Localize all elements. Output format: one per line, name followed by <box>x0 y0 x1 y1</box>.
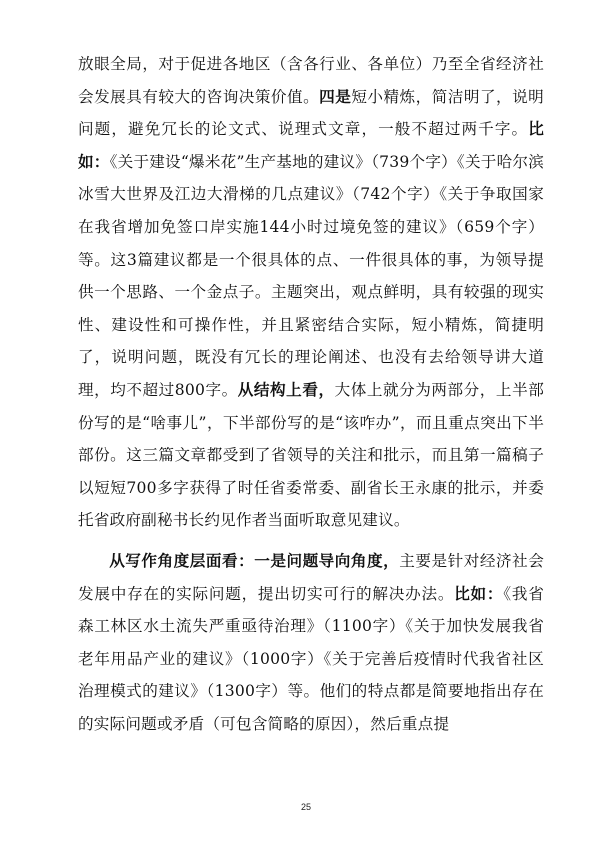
body-paragraph-1 <box>78 48 544 537</box>
paragraph-2-sentence-2: 《我省森工林区水土流失严重亟待治理》（1100字）《关于加快发展我省老年用品产业的建议》（1000字）《关于完善后疫情时代我省社区治理模式的建议》（1300字）等。他们的特点都是简要地指出存在的实际问题或矛盾（可包含简略的原因），然后重点提 <box>78 584 544 733</box>
paragraph-2-heading: 从写作角度层面看：一是问题导向角度， <box>109 550 400 570</box>
paragraph-1-label-structure: 从结构上看， <box>237 379 335 399</box>
paragraph-1-sentence-2: 短小精炼，简洁明了，说明问题，避免冗长的论文式、说理式文章，一般不超过两千字。 <box>78 87 544 139</box>
paragraph-1-sentence-3: 《关于建设“爆米花”生产基地的建议》（739个字）《关于哈尔滨冰雪大世界及江边大滑梯的几点建议》（742个字）《关于争取国家在我省增加免签口岸实施144小时过境免签的建议》（659个字）等。这3篇建议都是一个很具体的点、一件很具体的事，为领导提供一个思路、一个金点子。主题突出，观点鲜明，具有较强的现实性、建设性和可操作性，并且紧密结合实际，短小精炼，简捷明了，说明问题，既没有冗长的理论阐述、也没有去给领导讲大道理，均不超过800字。 <box>78 152 544 399</box>
body-paragraph-2 <box>78 545 544 741</box>
paragraph-2-label-example: 比如： <box>454 583 504 603</box>
paragraph-1-label-example: 比如： <box>78 119 544 171</box>
paragraph-2-sentence-1: 主要是针对经济社会发展中存在的实际问题，提出切实可行的解决办法。 <box>78 551 544 603</box>
document-body <box>78 48 544 740</box>
paragraph-1-label-four: 四是 <box>319 86 352 106</box>
paragraph-1-sentence-1: 放眼全局，对于促进各地区（含各行业、各单位）乃至全省经济社会发展具有较大的咨询决策价值。 <box>78 55 544 106</box>
page-number: 25 <box>300 802 311 812</box>
paragraph-1-sentence-4: 大体上就分为两部分，上半部份写的是“啥事儿”，下半部份写的是“该咋办”，而且重点突出下半部份。这三篇文章都受到了省领导的关注和批示，而且第一篇稿子以短短700多字获得了时任省委常委、副省长王永康的批示，并委托省政府副秘书长约见作者当面听取意见建议。 <box>78 380 544 530</box>
